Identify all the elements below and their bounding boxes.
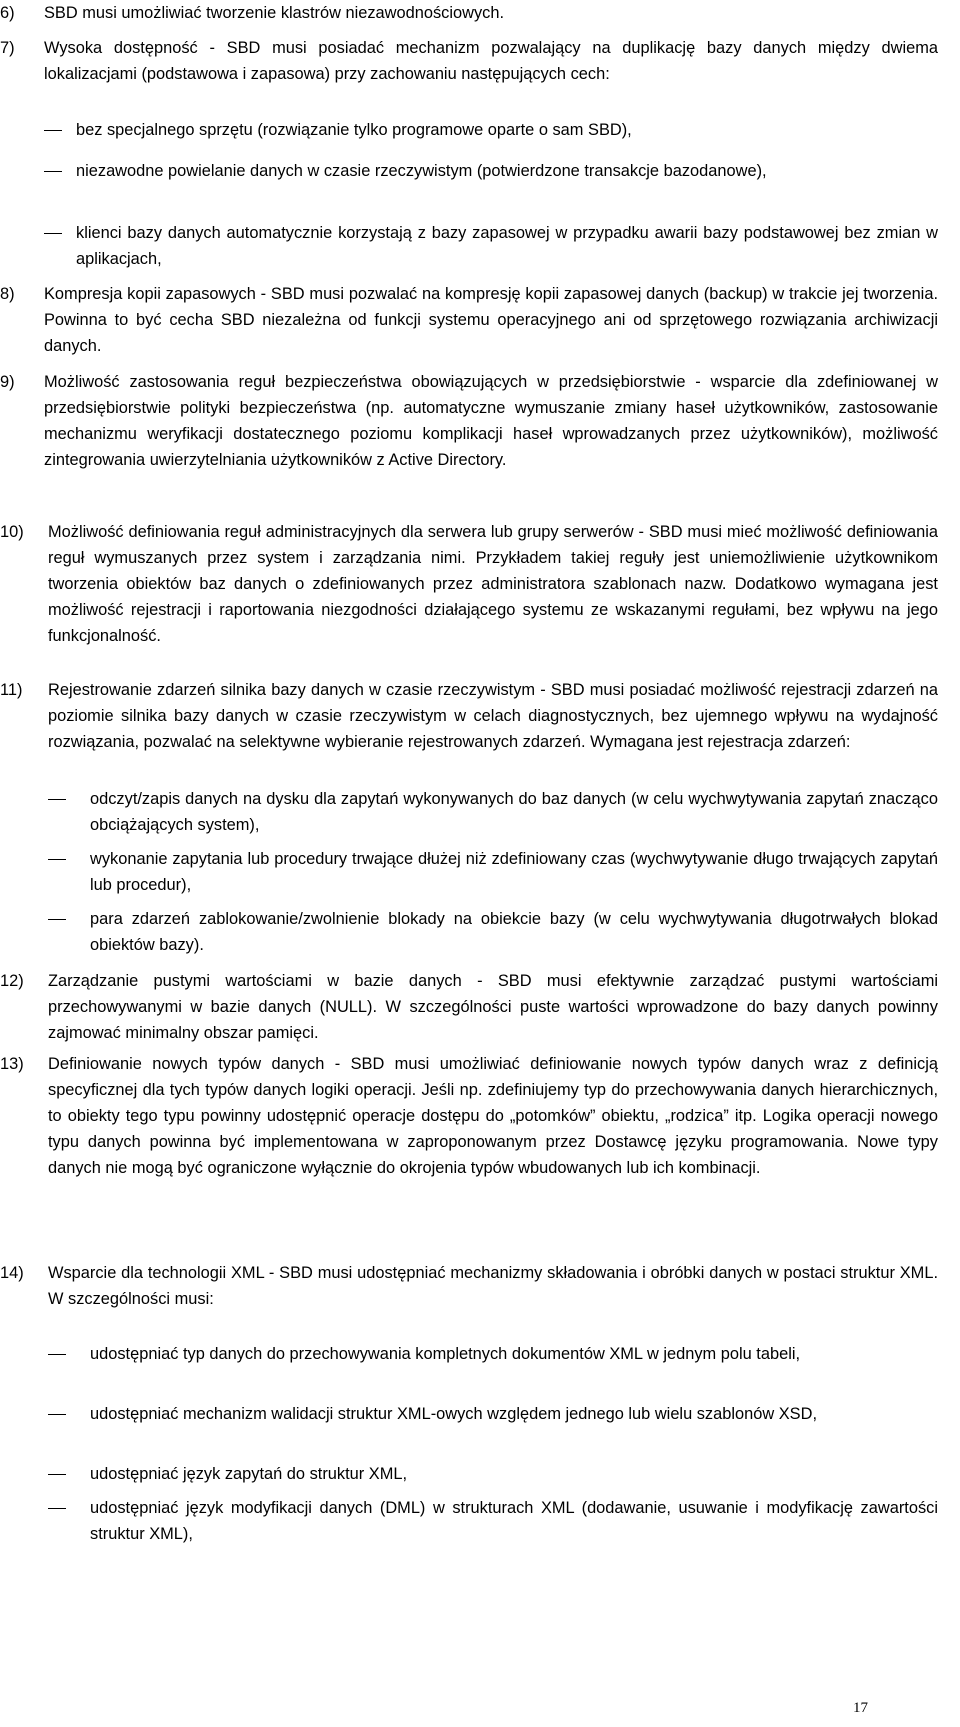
sub-item-text: bez specjalnego sprzętu (rozwiązanie tylko programowe oparte o sam SBD), — [76, 121, 632, 139]
requirement-13 — [0, 1051, 938, 1181]
item-number: 14) — [0, 1264, 24, 1282]
requirement-12 — [0, 968, 938, 1046]
sub-item — [48, 906, 938, 958]
item-number: 12) — [0, 972, 24, 990]
requirement-11 — [0, 677, 938, 755]
sub-item-text: udostępniać mechanizm walidacji struktur XML-owych względem jednego lub wielu szablonów XSD, — [90, 1405, 817, 1423]
item-text: Możliwość definiowania reguł administracyjnych dla serwera lub grupy serwerów - SBD musi mieć możliwość definiowania reguł wymuszanych przez system i zarządzania nimi. Przykładem takiej reguły jest uniemożliwienie użytkownikom tworzenia obiektów baz danych o zdefiniowanych przez administratora szablonach nazw. Dodatkowo wymagana jest możliwość rejestracji i raportowania niezgodności działającego systemu ze wskazanymi regułami, bez wpływu na jego funkcjonalność. — [48, 523, 938, 645]
item-text: Zarządzanie pustymi wartościami w bazie danych - SBD musi efektywnie zarządzać pustymi wartościami przechowywanymi w bazie danych (NULL). W szczególności puste wartości wprowadzone do bazy danych powinny zajmować minimalny obszar pamięci. — [48, 972, 938, 1042]
page-number: 17 — [853, 1700, 868, 1716]
sub-item-text: udostępniać język modyfikacji danych (DML) w strukturach XML (dodawanie, usuwanie i modyfikację zawartości struktur XML), — [90, 1499, 938, 1543]
requirement-6 — [0, 0, 938, 26]
sub-item — [48, 1461, 938, 1487]
dash-bullet — [44, 233, 62, 234]
item-number: 11) — [0, 681, 23, 699]
item-text: Wsparcie dla technologii XML - SBD musi udostępniać mechanizmy składowania i obróbki danych w postaci struktur XML. W szczególności musi: — [48, 1264, 938, 1308]
requirement-10 — [0, 519, 938, 649]
sub-item-text: udostępniać język zapytań do struktur XML, — [90, 1465, 408, 1483]
sub-item — [48, 1341, 938, 1367]
item-number: 10) — [0, 523, 24, 541]
dash-bullet — [48, 859, 66, 860]
sub-item-text: odczyt/zapis danych na dysku dla zapytań wykonywanych do baz danych (w celu wychwytywania zapytań znacząco obciążających system), — [90, 790, 938, 834]
sub-item — [44, 220, 938, 272]
dash-bullet — [48, 1508, 66, 1509]
sub-item — [48, 1495, 938, 1547]
dash-bullet — [48, 1474, 66, 1475]
dash-bullet — [44, 171, 62, 172]
item-number: 13) — [0, 1055, 24, 1073]
item-text: Kompresja kopii zapasowych - SBD musi pozwalać na kompresję kopii zapasowej danych (backup) w trakcie jej tworzenia. Powinna to być cecha SBD niezależna od funkcji systemu operacyjnego ani od sprzętowego rozwiązania archiwizacji danych. — [44, 285, 938, 355]
item-number: 7) — [0, 39, 15, 57]
dash-bullet — [44, 130, 62, 131]
sub-item-text: niezawodne powielanie danych w czasie rzeczywistym (potwierdzone transakcje bazodanowe), — [76, 162, 767, 180]
requirement-7 — [0, 35, 938, 87]
dash-bullet — [48, 1354, 66, 1355]
item-text: Rejestrowanie zdarzeń silnika bazy danych w czasie rzeczywistym - SBD musi posiadać możliwość rejestracji zdarzeń na poziomie silnika bazy danych w czasie rzeczywistym w celach diagnostycznych, bez ujemnego wpływu na wydajność rozwiązania, pozwalać na selektywne wybieranie rejestrowanych zdarzeń. Wymagana jest rejestracja zdarzeń: — [48, 681, 938, 751]
item-text: Możliwość zastosowania reguł bezpieczeństwa obowiązujących w przedsiębiorstwie - wsparcie dla zdefiniowanej w przedsiębiorstwie polityki bezpieczeństwa (np. automatyczne wymuszanie zmiany haseł użytkowników, zastosowanie mechanizmu weryfikacji dostatecznego poziomu komplikacji haseł wprowadzanych przez użytkowników), możliwość zintegrowania uwierzytelniania użytkowników z Active Directory. — [44, 373, 938, 469]
sub-item-text: udostępniać typ danych do przechowywania kompletnych dokumentów XML w jednym polu tabeli, — [90, 1345, 801, 1363]
requirement-14 — [0, 1260, 938, 1312]
dash-bullet — [48, 799, 66, 800]
sub-item-text: klienci bazy danych automatycznie korzystają z bazy zapasowej w przypadku awarii bazy podstawowej bez zmian w aplikacjach, — [76, 224, 938, 268]
sub-item — [48, 846, 938, 898]
sub-item — [48, 786, 938, 838]
sub-item — [44, 117, 938, 143]
requirement-8 — [0, 281, 938, 359]
requirement-9 — [0, 369, 938, 473]
sub-item-text: para zdarzeń zablokowanie/zwolnienie blokady na obiekcie bazy (w celu wychwytywania długotrwałych blokad obiektów bazy). — [90, 910, 938, 954]
item-number: 9) — [0, 373, 15, 391]
item-number: 8) — [0, 285, 15, 303]
dash-bullet — [48, 1414, 66, 1415]
item-text: Definiowanie nowych typów danych - SBD musi umożliwiać definiowanie nowych typów danych wraz z definicją specyficznej dla tych typów danych logiki operacji. Jeśli np. zdefiniujemy typ do przechowywania danych hierarchicznych, to obiekty tego typu powinny udostępnić operacje dostępu do „potomków” obiektu, „rodzica” itp. Logika operacji nowego typu danych powinna być implementowana w zaproponowanym przez Dostawcę języku programowania. Nowe typy danych nie mogą być ograniczone wyłącznie do okrojenia typów wbudowanych lub ich kombinacji. — [48, 1055, 938, 1177]
dash-bullet — [48, 919, 66, 920]
item-number: 6) — [0, 4, 15, 22]
item-text: SBD musi umożliwiać tworzenie klastrów niezawodnościowych. — [44, 4, 505, 22]
sub-item — [44, 158, 938, 184]
sub-item — [48, 1401, 938, 1427]
item-text: Wysoka dostępność - SBD musi posiadać mechanizm pozwalający na duplikację bazy danych między dwiema lokalizacjami (podstawowa i zapasowa) przy zachowaniu następujących cech: — [44, 39, 938, 83]
sub-item-text: wykonanie zapytania lub procedury trwające dłużej niż zdefiniowany czas (wychwytywanie długo trwających zapytań lub procedur), — [90, 850, 938, 894]
